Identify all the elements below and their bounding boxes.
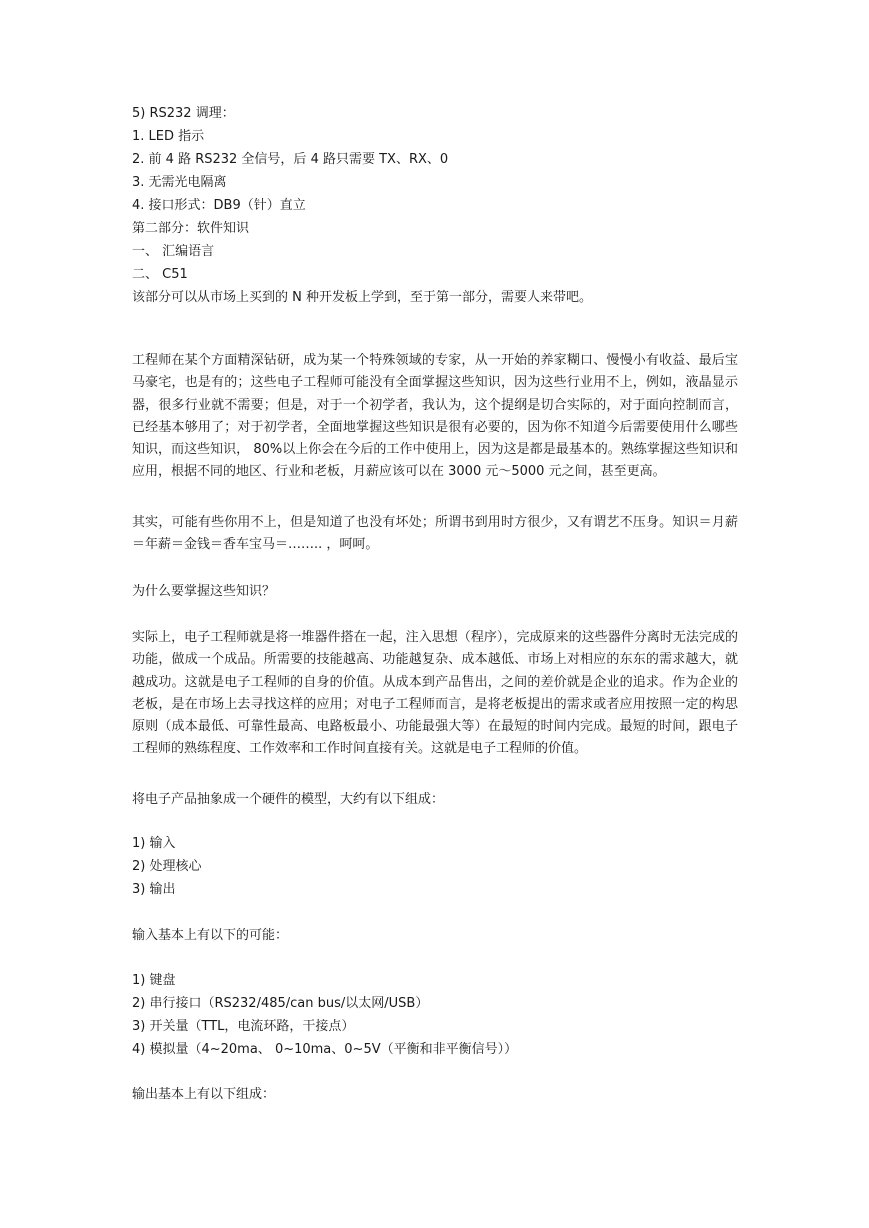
paragraph-value: 实际上，电子工程师就是将一堆器件搭在一起，注入思想（程序），完成原来的这些器件分离时无法完成的功能，做成一个成品。所需要的技能越高、功能越复杂、成本越低、市场上对相应的东东的需求越大，就越成功。这就是电子工程师的自身的价值。从成本到产品售出，之间的差价就是企业的追求。作为企业的老板，是在市场上去寻找这样的应用；对电子工程师而言，是将老板提出的需求或者应用按照一定的构思原则（成本最低、可靠性最高、电路板最小、功能最强大等）在最短的时间内完成。最短的时间，跟电子工程师的熟练程度、工作效率和工作时间直接有关。这就是电子工程师的价值。: [132, 630, 738, 757]
list-item: 2) 处理核心: [132, 859, 202, 874]
section-heading-software: 第二部分：软件知识: [132, 221, 250, 236]
list-item: 1) 输入: [132, 836, 176, 851]
list-item: 3) 输出: [132, 882, 176, 897]
note-line: 该部分可以从市场上买到的 N 种开发板上学到，至于第一部分，需要人来带吧。: [132, 290, 592, 305]
list-item: 2. 前 4 路 RS232 全信号，后 4 路只需要 TX、RX、0: [132, 152, 449, 167]
question-heading: 为什么要掌握这些知识？: [132, 584, 276, 599]
list-item: 3. 无需光电隔离: [132, 175, 227, 190]
list-item: 1) 键盘: [132, 973, 176, 988]
list-item: 3) 开关量（TTL，电流环路，干接点）: [132, 1019, 355, 1034]
input-intro: 输入基本上有以下的可能：: [132, 928, 289, 943]
list-item: 4. 接口形式：DB9（针）直立: [132, 198, 306, 213]
list-item: 一、 汇编语言: [132, 244, 215, 259]
list-item: 4) 模拟量（4~20ma、 0~10ma、0~5V（平衡和非平衡信号））: [132, 1042, 518, 1057]
output-intro: 输出基本上有以下组成：: [132, 1087, 276, 1102]
paragraph-knowledge: 其实，可能有些你用不上，但是知道了也没有坏处；所谓书到用时方很少，又有谓艺不压身。知识＝月薪＝年薪＝金钱＝香车宝马＝…….. ，呵呵。: [132, 515, 738, 553]
paragraph-engineer: 工程师在某个方面精深钻研，成为某一个特殊领域的专家，从一开始的养家糊口、慢慢小有收益、最后宝马豪宅，也是有的；这些电子工程师可能没有全面掌握这些知识，因为这些行业用不上，例如，液晶显示器，很多行业就不需要；但是，对于一个初学者，我认为，这个提纲是切合实际的，对于面向控制而言，已经基本够用了；对于初学者，全面地掌握这些知识是很有必要的，因为你不知道今后需要使用什么哪些知识，而这些知识， 80%以上你会在今后的工作中使用上，因为这是都是最基本的。熟练掌握这些知识和应用，根据不同的地区、行业和老板，月薪应该可以在 3000 元～5000 元之间，甚至更高。: [132, 353, 738, 480]
model-intro: 将电子产品抽象成一个硬件的模型，大约有以下组成：: [132, 792, 445, 807]
list-item: 二、 C51: [132, 267, 188, 282]
list-item: 2) 串行接口（RS232/485/can bus/以太网/USB）: [132, 996, 429, 1011]
list-item: 1. LED 指示: [132, 129, 205, 144]
section-heading-rs232: 5) RS232 调理：: [132, 106, 235, 121]
